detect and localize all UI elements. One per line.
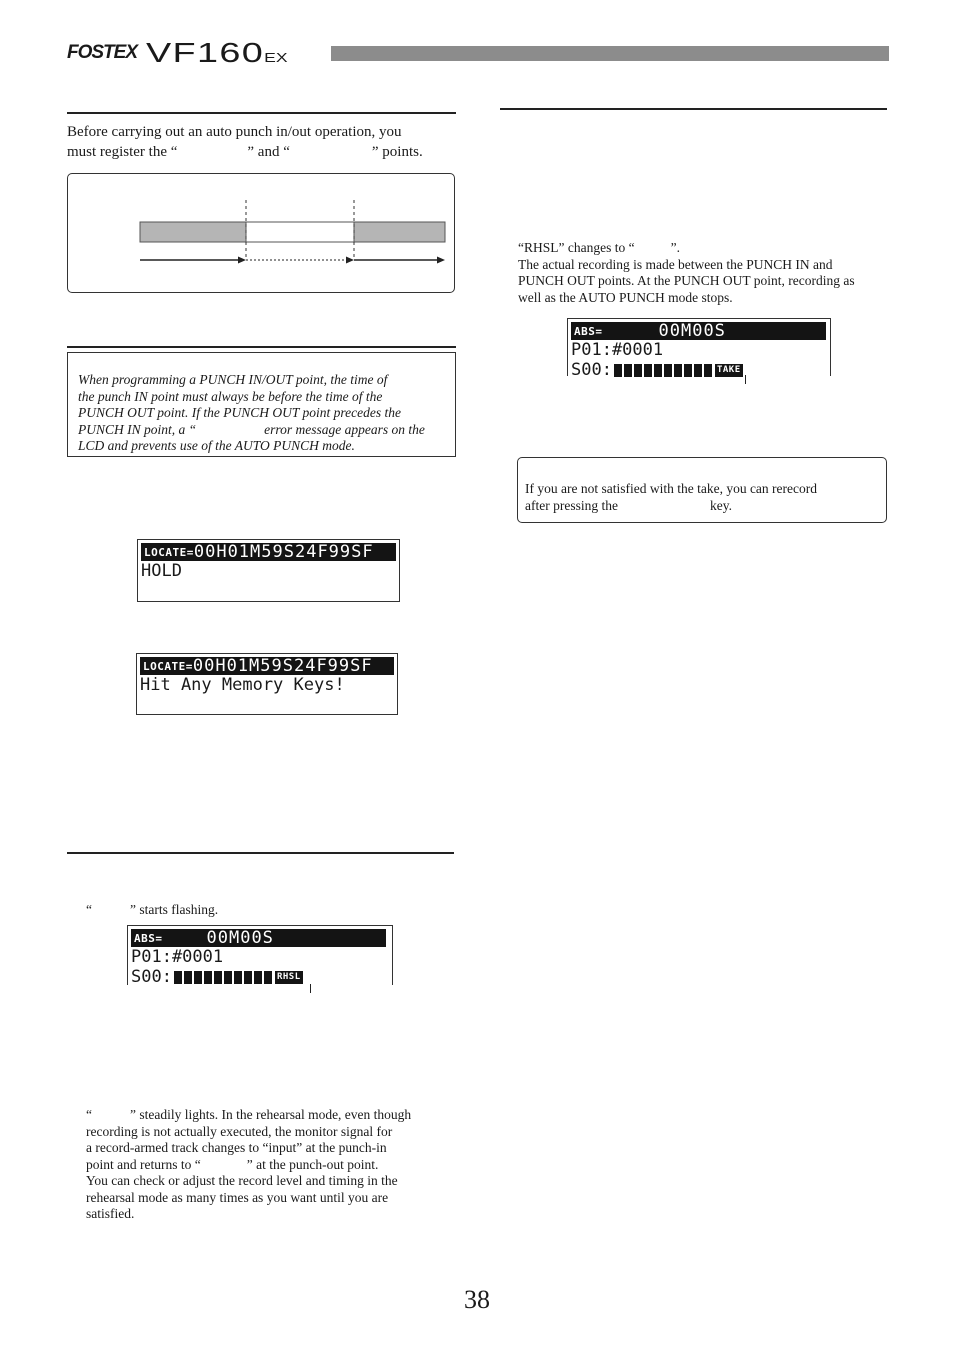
note-box [67, 352, 456, 457]
lcd-value: 00M00S [206, 929, 274, 947]
lcd-rehearsal [127, 925, 393, 985]
rhsl-badge: RHSL [276, 971, 301, 982]
lcd-value: 00H01M59S24F99SF [193, 543, 374, 561]
lcd-line-2: HOLD [141, 561, 182, 581]
lcd-line-2: P01:#0001 [571, 340, 664, 360]
tip-box [517, 457, 887, 523]
intro-line-1: Before carrying out an auto punch in/out operation, you [67, 124, 402, 140]
rhsl-pointer [310, 984, 311, 993]
flashing-note: “ ” starts flashing. [86, 902, 219, 917]
note-text: When programming a PUNCH IN/OUT point, the time of the punch IN point must always be before the time of the PUNCH OUT point. If the PUNCH OUT point precedes the PUNCH IN point, a “ error message appears on the LCD and prevents use of the AUTO PUNCH mode. [78, 372, 425, 453]
take-pointer [745, 375, 746, 384]
header-bar [331, 46, 889, 61]
lcd-value: 00M00S [658, 322, 726, 340]
lcd-label: ABS= [574, 324, 603, 338]
intro-line-2: must register the “ ” and “ ” points. [67, 144, 423, 160]
lcd-line-2: P01:#0001 [131, 947, 224, 967]
punch-diagram [68, 174, 454, 292]
level-meter [614, 364, 712, 377]
punch-diagram-box [67, 173, 455, 293]
section-rule-right [500, 108, 887, 110]
punch-region-bar [246, 222, 354, 242]
lcd-label: LOCATE= [143, 659, 193, 673]
lcd-label: LOCATE= [144, 545, 194, 559]
lcd-locate-hit-keys [136, 653, 398, 715]
lcd-line-2: Hit Any Memory Keys! [140, 675, 345, 695]
lcd-locate-hold [137, 539, 400, 602]
level-meter [174, 971, 272, 984]
page-number: 38 [464, 1285, 490, 1314]
model-suffix: EX [264, 50, 288, 65]
section-rule-1 [67, 112, 456, 114]
lcd-line-3: S00: RHSL [131, 967, 301, 987]
intro-paragraph [67, 122, 459, 162]
lcd-take [567, 318, 831, 380]
pre-roll-bar [140, 222, 246, 242]
take-badge: TAKE [716, 364, 741, 375]
take-paragraph: “RHSL” changes to “ ”. The actual recording is made between the PUNCH IN and PUNCH OUT points. At the PUNCH OUT point, recording as well as the AUTO PUNCH mode stops. [518, 240, 855, 305]
lcd-label: ABS= [134, 931, 163, 945]
model-logo [146, 38, 288, 73]
model-name: VF160 [146, 37, 265, 68]
note-top-rule [67, 346, 456, 348]
section-rule-2 [67, 852, 454, 854]
post-roll-bar [354, 222, 445, 242]
tip-text: If you are not satisfied with the take, you can rerecord after pressing the key. [525, 481, 818, 513]
rehearsal-paragraph: “ ” steadily lights. In the rehearsal mode, even though recording is not actually executed, the monitor signal for a record-armed track changes to “input” at the punch-in point and returns to “ ” at the punch-out point. You can check or adjust the record level and timing in the rehearsal mode as many times as you want until you are satisfied. [86, 1107, 412, 1221]
lcd-line-3: S00: TAKE [571, 360, 741, 380]
lcd-value: 00H01M59S24F99SF [192, 657, 373, 675]
brand-logo: FOSTEX [67, 42, 138, 63]
